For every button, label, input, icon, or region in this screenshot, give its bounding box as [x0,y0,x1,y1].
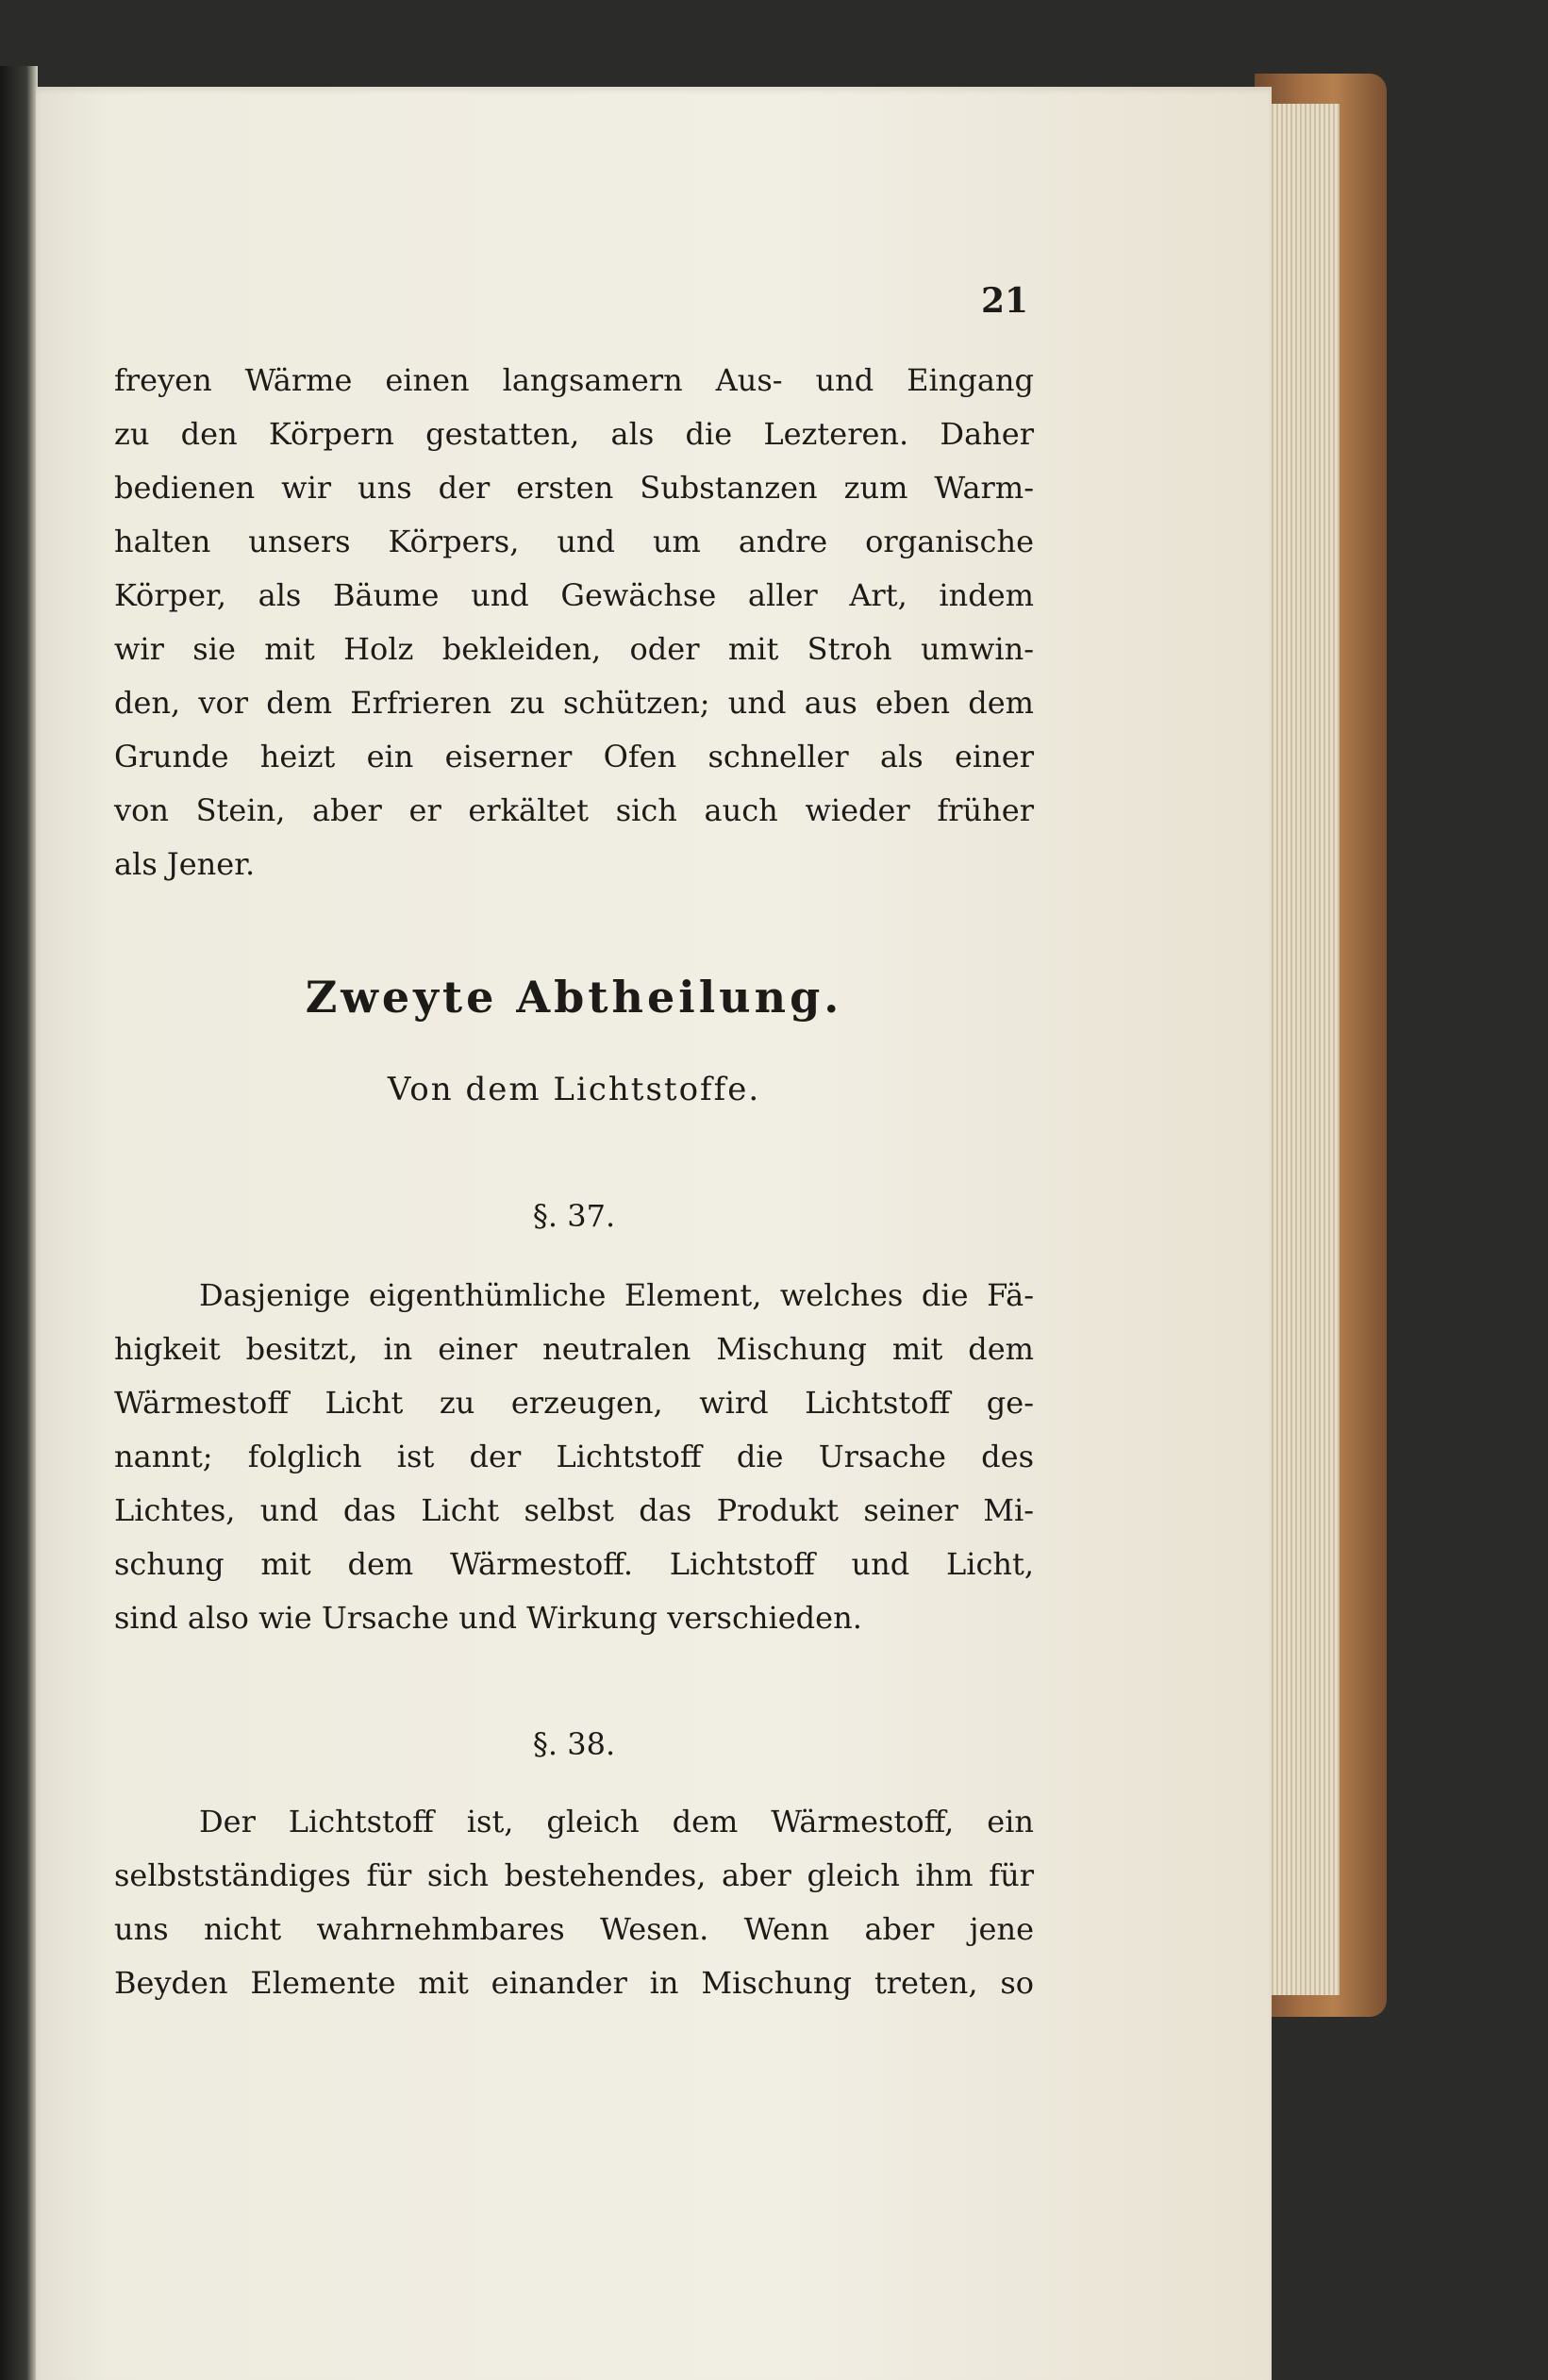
text-line: von Stein, aber er erkältet sich auch wieder früher [114,792,1034,828]
text-line: nannt; folglich ist der Lichtstoff die Ursache des [114,1439,1034,1474]
text-line: Der Lichtstoff ist, gleich dem Wärmestoff, ein [199,1804,1034,1839]
paragraph-mark-38: §. 38. [532,1726,616,1762]
text-line: wir sie mit Holz bekleiden, oder mit Stroh umwin- [114,631,1034,667]
gutter-shadow [0,66,38,2380]
text-line: zu den Körpern gestatten, als die Lezteren. Daher [114,416,1034,452]
text-line: Dasjenige eigenthümliche Element, welches die Fä- [199,1277,1034,1313]
section-heading: Zweyte Abtheilung. [305,972,843,1023]
text-line: den, vor dem Erfrieren zu schützen; und aus eben dem [114,685,1034,721]
page-fore-edge [1264,104,1340,1995]
text-line: Beyden Elemente mit einander in Mischung treten, so [114,1965,1034,2001]
text-line: Wärmestoff Licht zu erzeugen, wird Lichtstoff ge- [114,1385,1034,1421]
text-line: Grunde heizt ein eiserner Ofen schneller als einer [114,739,1034,774]
text-line: schung mit dem Wärmestoff. Lichtstoff und Licht, [114,1546,1034,1582]
paragraph-37 [114,1269,1034,1645]
text-line: Lichtes, und das Licht selbst das Produkt seiner Mi- [114,1492,1034,1528]
section-subheading: Von dem Lichtstoffe. [387,1071,761,1108]
paragraph-mark-37: §. 37. [532,1198,616,1234]
text-line: sind also wie Ursache und Wirkung verschieden. [114,1600,862,1636]
text-line: Körper, als Bäume und Gewächse aller Art, indem [114,577,1034,613]
text-line: selbstständiges für sich bestehendes, aber gleich ihm für [114,1857,1034,1893]
text-line: bedienen wir uns der ersten Substanzen zum Warm- [114,470,1034,506]
text-line: halten unsers Körpers, und um andre organische [114,524,1034,559]
page-number: 21 [981,281,1029,321]
text-line: als Jener. [114,846,256,882]
paragraph-continuation [114,354,1034,891]
text-line: higkeit besitzt, in einer neutralen Mischung mit dem [114,1331,1034,1367]
text-line: uns nicht wahrnehmbares Wesen. Wenn aber jene [114,1911,1034,1947]
text-line: freyen Wärme einen langsamern Aus- und Eingang [114,362,1034,398]
paragraph-38 [114,1795,1034,2010]
